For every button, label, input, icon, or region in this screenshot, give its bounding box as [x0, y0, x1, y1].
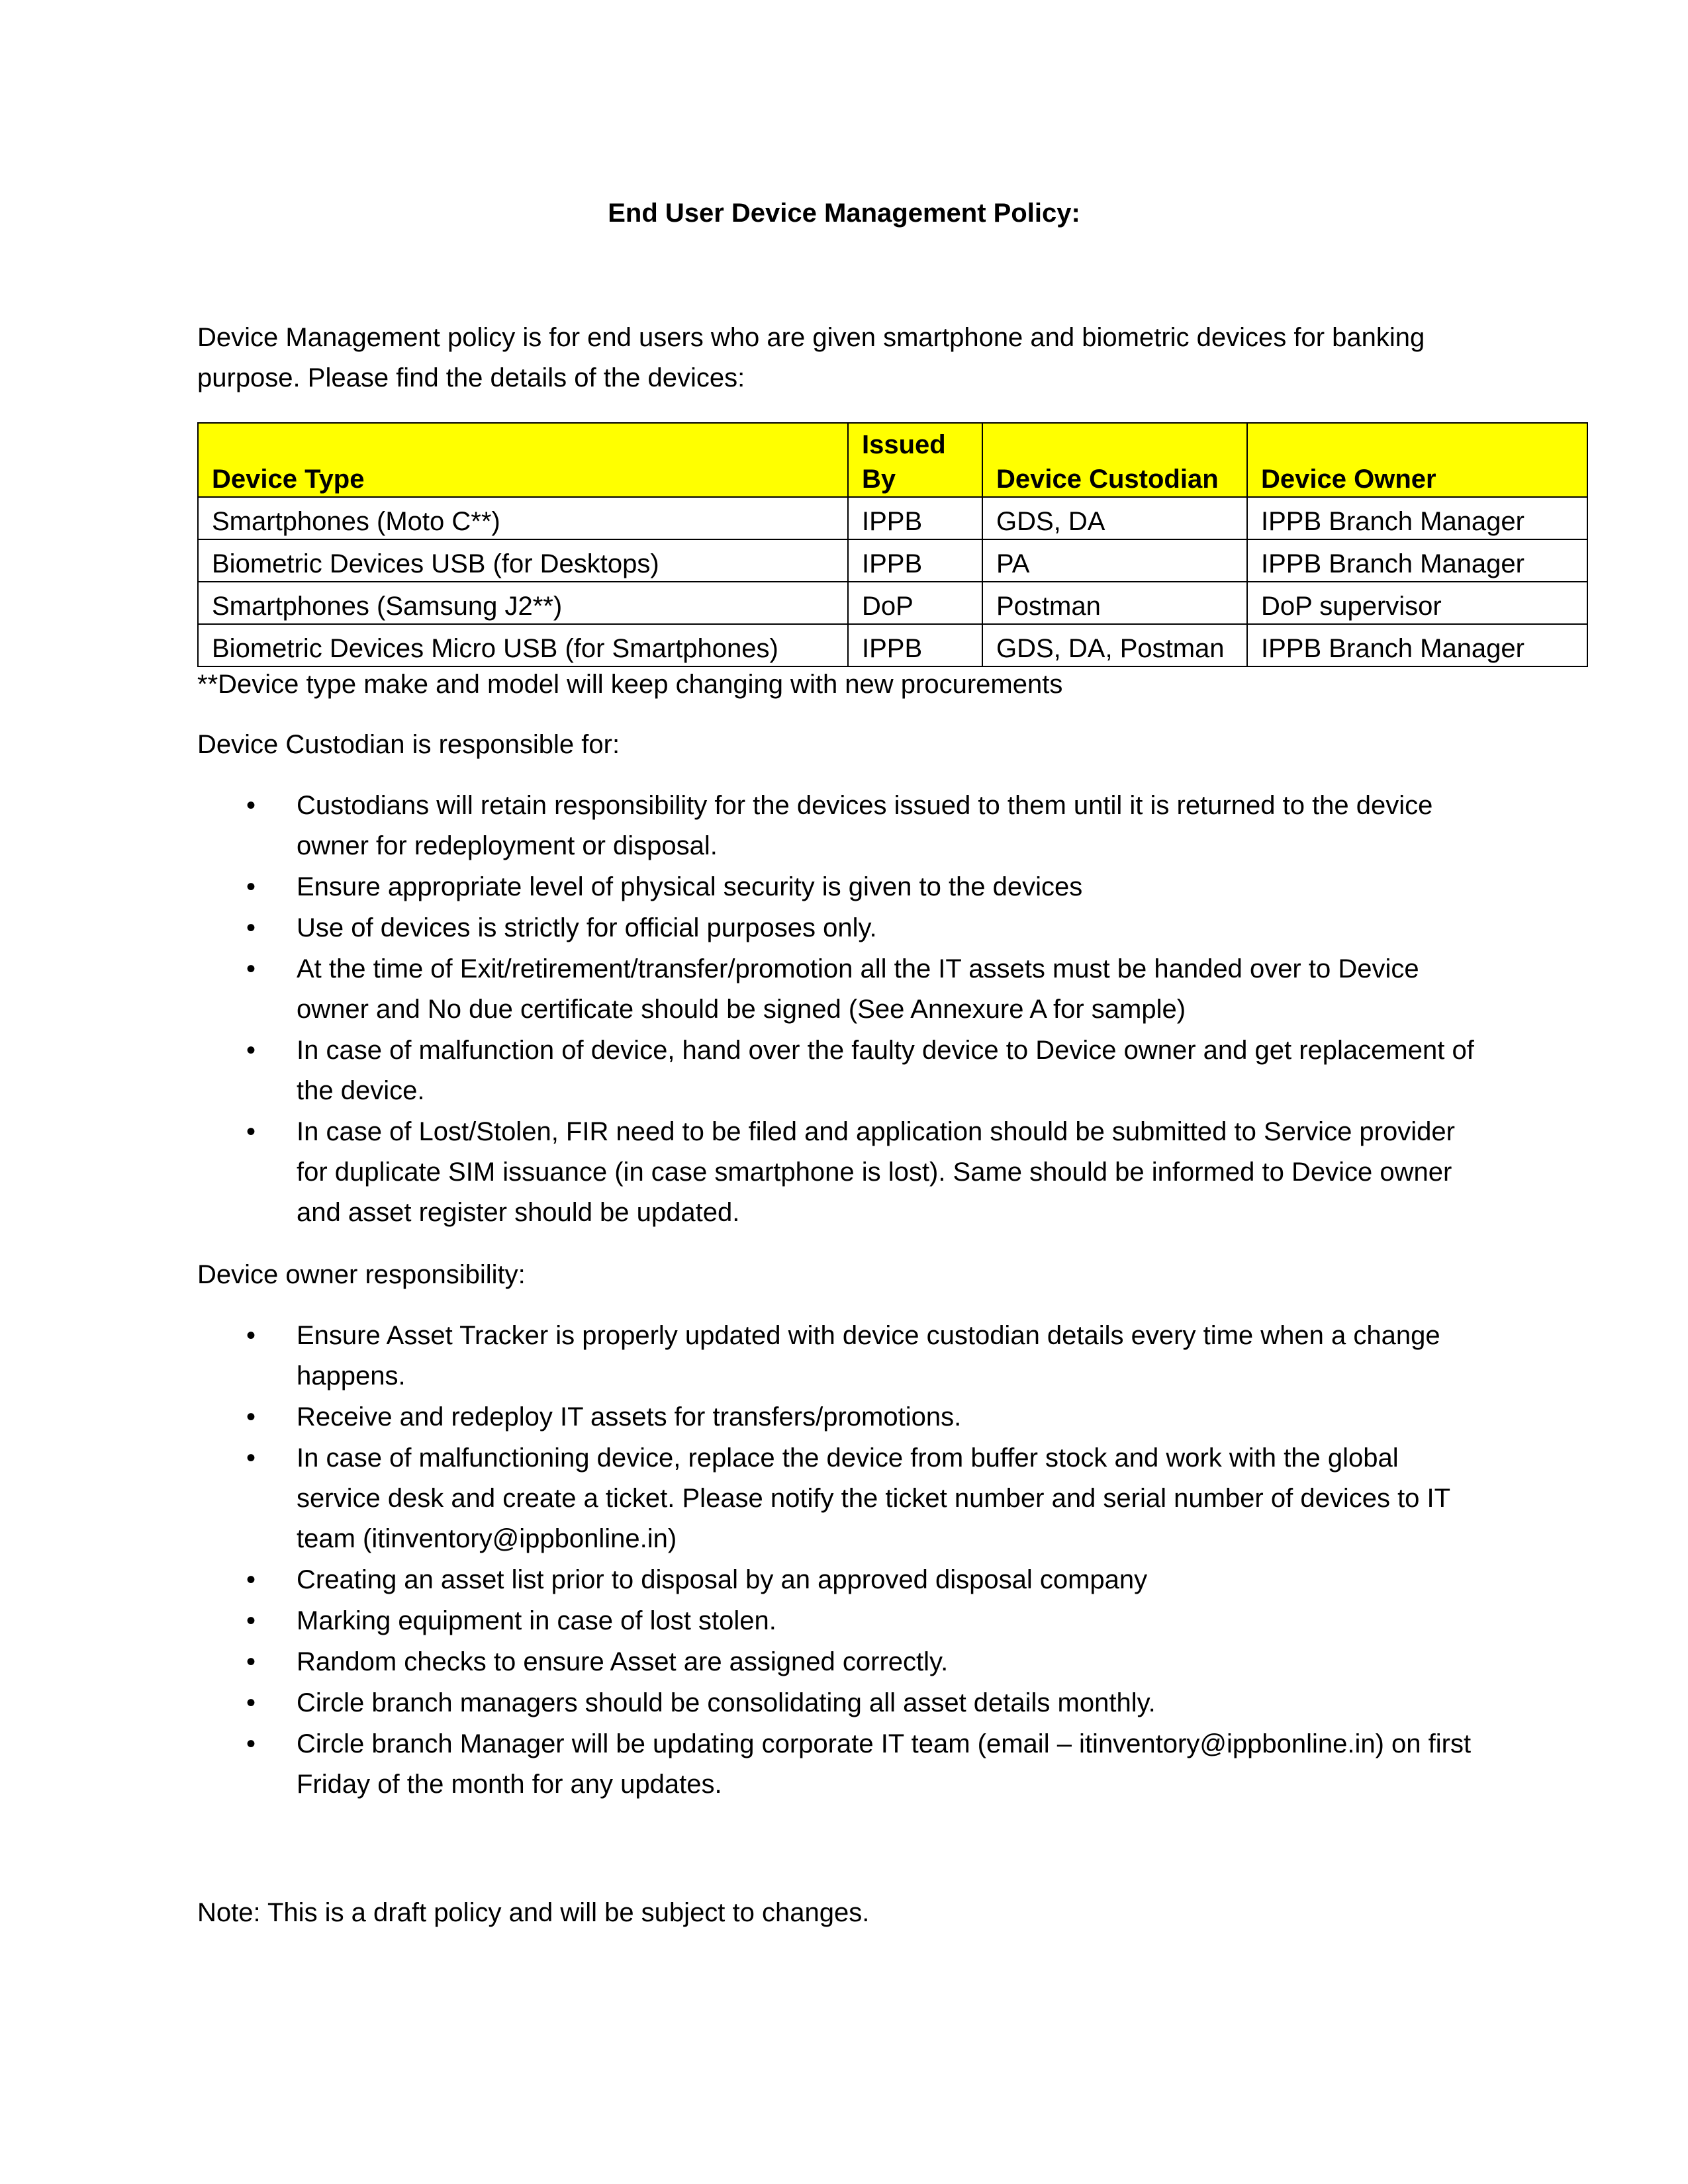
cell-device-type: Biometric Devices USB (for Desktops) [198, 539, 848, 582]
table-header-row [198, 423, 1587, 497]
list-item-text: Random checks to ensure Asset are assigned correctly. [297, 1647, 949, 1676]
list-item [197, 1316, 1488, 1396]
bullet-icon: • [246, 1647, 256, 1676]
list-item [197, 786, 1488, 866]
list-item [197, 949, 1488, 1030]
list-item [197, 867, 1488, 907]
list-item [197, 1683, 1488, 1723]
custodian-heading: Device Custodian is responsible for: [197, 730, 620, 759]
bullet-icon: • [246, 1606, 256, 1635]
list-item-text: Circle branch managers should be consolidating all asset details monthly. [297, 1688, 1156, 1717]
header-issued-by [848, 423, 982, 497]
list-item-text: Ensure Asset Tracker is properly updated with device custodian details every time when a change happens. [297, 1321, 1440, 1390]
cell-device-type: Smartphones (Samsung J2**) [198, 582, 848, 624]
cell-device-custodian: GDS, DA, Postman [982, 624, 1247, 666]
header-issued-by-label: Issued By [862, 430, 946, 494]
list-item [197, 1030, 1488, 1111]
list-item [197, 1397, 1488, 1437]
cell-issued-by: IPPB [848, 497, 982, 539]
bullet-icon: • [246, 1565, 256, 1594]
header-device-owner: Device Owner [1247, 423, 1587, 497]
list-item-text: Receive and redeploy IT assets for transfers/promotions. [297, 1402, 962, 1432]
device-table [197, 422, 1588, 667]
table-footnote: **Device type make and model will keep changing with new procurements [197, 670, 1063, 699]
header-device-custodian: Device Custodian [982, 423, 1247, 497]
list-item [197, 1601, 1488, 1641]
intro-paragraph: Device Management policy is for end users who are given smartphone and biometric devices for banking purpose. Please find the details of the devices: [197, 323, 1425, 392]
list-item-text: In case of malfunctioning device, replace the device from buffer stock and work with the global service desk and create a ticket. Please notify the ticket number and serial number of devices to IT team (itinventory@ippbonline.in) [297, 1443, 1450, 1553]
bullet-icon: • [246, 1729, 256, 1758]
header-device-type: Device Type [198, 423, 848, 497]
list-item-text: Ensure appropriate level of physical security is given to the devices [297, 872, 1083, 901]
cell-issued-by: DoP [848, 582, 982, 624]
table-row [198, 624, 1587, 666]
list-item-text: Custodians will retain responsibility for the devices issued to them until it is returned to the device owner for redeployment or disposal. [297, 791, 1433, 860]
table-row [198, 582, 1587, 624]
list-item-text: Circle branch Manager will be updating corporate IT team (email – itinventory@ippbonline.in) on first Friday of the month for any updates. [297, 1729, 1472, 1799]
bullet-icon: • [246, 791, 256, 820]
list-item [197, 1642, 1488, 1682]
table-row [198, 497, 1587, 539]
cell-device-owner: DoP supervisor [1247, 582, 1587, 624]
bullet-icon: • [246, 1321, 256, 1350]
cell-device-type: Smartphones (Moto C**) [198, 497, 848, 539]
table-row [198, 539, 1587, 582]
owner-responsibility-list [197, 1316, 1488, 1805]
cell-device-owner: IPPB Branch Manager [1247, 624, 1587, 666]
bullet-icon: • [246, 913, 256, 942]
bullet-icon: • [246, 1443, 256, 1473]
page-title: End User Device Management Policy: [608, 199, 1080, 228]
list-item-text: In case of Lost/Stolen, FIR need to be filed and application should be submitted to Service provider for duplicate SIM issuance (in case smartphone is lost). Same should be informed to Device owner and asset register should be updated. [297, 1117, 1455, 1227]
cell-device-owner: IPPB Branch Manager [1247, 539, 1587, 582]
list-item [197, 908, 1488, 948]
bullet-icon: • [246, 1688, 256, 1717]
bullet-icon: • [246, 954, 256, 983]
list-item [197, 1724, 1488, 1805]
custodian-responsibility-list [197, 786, 1488, 1234]
cell-device-custodian: Postman [982, 582, 1247, 624]
list-item-text: At the time of Exit/retirement/transfer/promotion all the IT assets must be handed over to Device owner and No due certificate should be signed (See Annexure A for sample) [297, 954, 1419, 1024]
list-item [197, 1560, 1488, 1600]
cell-device-custodian: PA [982, 539, 1247, 582]
cell-device-owner: IPPB Branch Manager [1247, 497, 1587, 539]
list-item-text: Creating an asset list prior to disposal by an approved disposal company [297, 1565, 1148, 1594]
cell-issued-by: IPPB [848, 624, 982, 666]
list-item [197, 1438, 1488, 1559]
bullet-icon: • [246, 1117, 256, 1146]
cell-device-custodian: GDS, DA [982, 497, 1247, 539]
owner-heading: Device owner responsibility: [197, 1260, 526, 1289]
list-item-text: Marking equipment in case of lost stolen. [297, 1606, 776, 1635]
cell-issued-by: IPPB [848, 539, 982, 582]
list-item-text: In case of malfunction of device, hand over the faulty device to Device owner and get replacement of the device. [297, 1036, 1474, 1105]
bullet-icon: • [246, 1402, 256, 1432]
bullet-icon: • [246, 1036, 256, 1065]
bullet-icon: • [246, 872, 256, 901]
cell-device-type: Biometric Devices Micro USB (for Smartphones) [198, 624, 848, 666]
draft-note: Note: This is a draft policy and will be subject to changes. [197, 1898, 870, 1927]
list-item-text: Use of devices is strictly for official purposes only. [297, 913, 877, 942]
list-item [197, 1112, 1488, 1233]
